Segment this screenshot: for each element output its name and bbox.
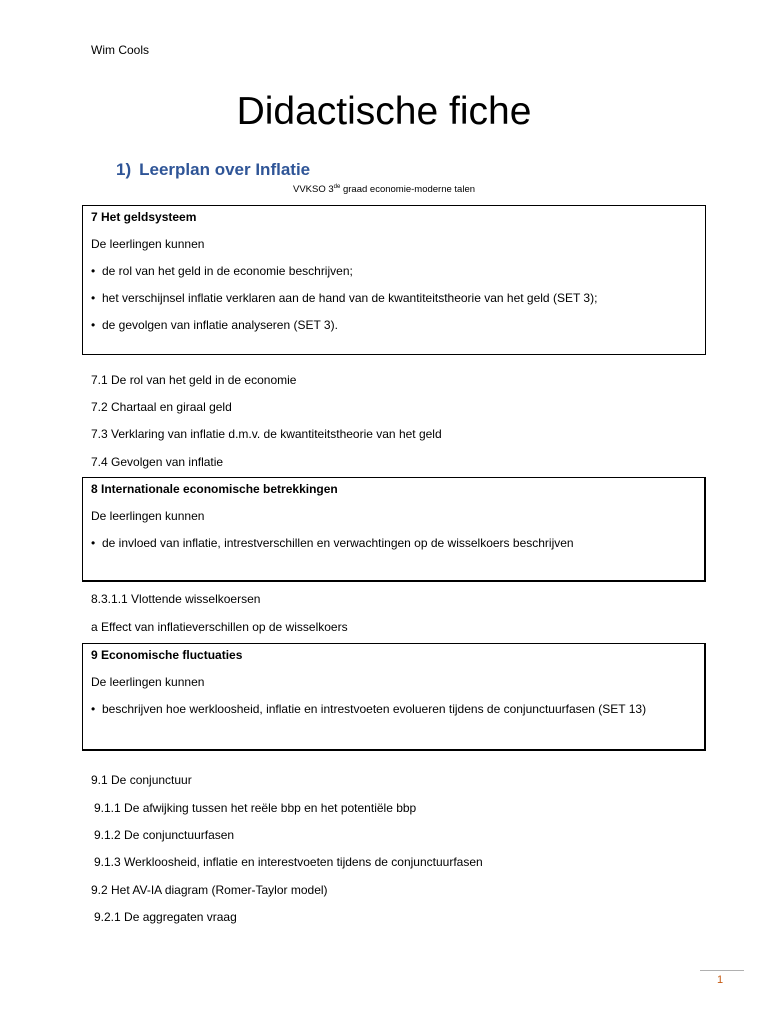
topic-line: 8.3.1.1 Vlottende wisselkoersen [91, 592, 261, 606]
box-title: 9 Economische fluctuaties [91, 648, 243, 662]
box-intro: De leerlingen kunnen [91, 675, 205, 689]
subtitle-suffix: graad economie-moderne talen [340, 184, 476, 196]
topic-line: 7.1 De rol van het geld in de economie [91, 373, 297, 387]
box-intro: De leerlingen kunnen [91, 237, 205, 251]
objective-list [91, 536, 704, 551]
section-heading [116, 160, 310, 180]
list-item: • het verschijnsel inflatie verklaren aan de hand van de kwantiteitstheorie van het geld (SET 3); [91, 291, 705, 306]
list-item: • de gevolgen van inflatie analyseren (SET 3). [91, 318, 705, 333]
topic-line: a Effect van inflatieverschillen op de wisselkoers [91, 620, 348, 634]
box-title: 8 Internationale economische betrekkingen [91, 482, 338, 496]
topic-line: 9.1.3 Werkloosheid, inflatie en interestvoeten tijdens de conjunctuurfasen [94, 855, 483, 869]
topic-line: 9.2.1 De aggregaten vraag [94, 910, 237, 924]
objective-box-economische-fluctuaties [82, 643, 706, 751]
subtitle-superscript: de [333, 184, 341, 190]
document-title: Didactische fiche [236, 90, 532, 133]
page-number: 1 [717, 974, 724, 986]
box-title: 7 Het geldsysteem [91, 210, 197, 224]
footer-divider [700, 970, 744, 971]
topic-line: 7.4 Gevolgen van inflatie [91, 455, 224, 469]
topic-line: 9.1 De conjunctuur [91, 773, 192, 787]
list-item: • de rol van het geld in de economie beschrijven; [91, 264, 705, 279]
objective-list [91, 264, 705, 333]
objective-box-internationale-betrekkingen [82, 477, 706, 582]
section-heading-text: Leerplan over Inflatie [139, 160, 311, 179]
objective-box-geldsysteem [82, 205, 706, 355]
objective-list [91, 702, 704, 717]
topic-line: 7.3 Verklaring van inflatie d.m.v. de kwantiteitstheorie van het geld [91, 427, 442, 441]
list-item: • de invloed van inflatie, intrestverschillen en verwachtingen op de wisselkoers beschrijven [91, 536, 704, 551]
author-name: Wim Cools [91, 43, 150, 57]
topic-line: 7.2 Chartaal en giraal geld [91, 400, 232, 414]
curriculum-subtitle [0, 184, 768, 195]
subtitle-prefix: VVKSO 3 [292, 184, 334, 196]
box-intro: De leerlingen kunnen [91, 509, 205, 523]
topic-line: 9.1.2 De conjunctuurfasen [94, 828, 235, 842]
section-number: 1) [116, 160, 132, 179]
topic-line: 9.2 Het AV-IA diagram (Romer-Taylor model) [91, 883, 328, 897]
topic-line: 9.1.1 De afwijking tussen het reële bbp en het potentiële bbp [94, 801, 417, 815]
list-item: • beschrijven hoe werkloosheid, inflatie en intrestvoeten evolueren tijdens de conjunctuurfasen (SET 13) [91, 702, 704, 717]
